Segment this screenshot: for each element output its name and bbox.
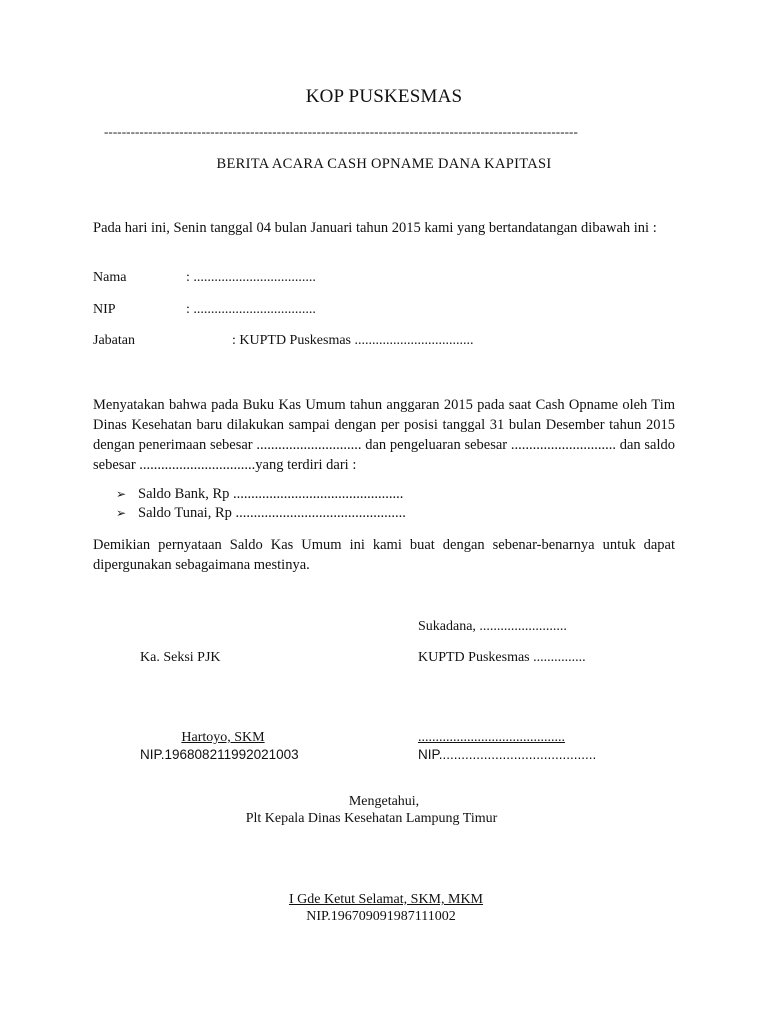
closing-paragraph: Demikian pernyataan Saldo Kas Umum ini kami buat dengan sebenar-benarnya untuk dapat dipergunakan sebagaimana mestinya. — [93, 537, 675, 573]
left-signer-name: Hartoyo, SKM — [181, 730, 265, 745]
approval-label: Mengetahui, — [348, 794, 420, 809]
arrow-bullet-icon: ➢ — [116, 506, 127, 520]
field-name-value: : ................................... — [186, 270, 316, 285]
field-jabatan-value: : KUPTD Puskesmas .................................. — [232, 333, 474, 348]
field-jabatan-label: Jabatan — [93, 333, 135, 348]
left-signer-nip: NIP.196808211992021003 — [140, 747, 299, 762]
left-signer-role: Ka. Seksi PJK — [140, 650, 221, 665]
approval-nip: NIP.196709091987111002 — [306, 909, 456, 924]
right-signer-role: KUPTD Puskesmas ............... — [418, 650, 586, 665]
right-signer-name: .......................................... — [418, 730, 565, 745]
place-date: Sukadana, ......................... — [418, 619, 567, 634]
arrow-bullet-icon: ➢ — [116, 487, 127, 501]
field-nip-label: NIP — [93, 302, 116, 317]
approval-role: Plt Kepala Dinas Kesehatan Lampung Timur — [245, 811, 498, 826]
field-nip-value: : ................................... — [186, 302, 316, 317]
letterhead-title: KOP PUSKESMAS — [305, 86, 463, 107]
list-item-saldo-tunai — [116, 505, 406, 522]
document-title: BERITA ACARA CASH OPNAME DANA KAPITASI — [216, 156, 552, 172]
list-item-saldo-bank — [116, 486, 403, 503]
right-signer-nip: NIP.......................................... — [418, 747, 597, 762]
approval-name: I Gde Ketut Selamat, SKM, MKM — [288, 892, 484, 907]
saldo-bank-text: Saldo Bank, Rp ............................................... — [138, 486, 404, 502]
intro-paragraph: Pada hari ini, Senin tanggal 04 bulan Januari tahun 2015 kami yang bertandatangan dibawah ini : — [93, 220, 657, 236]
statement-paragraph: Menyatakan bahwa pada Buku Kas Umum tahun anggaran 2015 pada saat Cash Opname oleh Tim Dinas Kesehatan baru dilakukan sampai dengan per posisi tanggal 31 bulan Desember tahun 2015 dengan penerimaan sebesar ............................. dan pengeluaran sebesar ............................. dan saldo sebesar ................................yang terdiri dari : — [93, 397, 675, 473]
field-name-label: Nama — [93, 270, 127, 285]
saldo-tunai-text: Saldo Tunai, Rp ............................................... — [138, 505, 406, 521]
separator-line: ----------------------------------------------------------------------------------------------------------- — [104, 124, 578, 139]
